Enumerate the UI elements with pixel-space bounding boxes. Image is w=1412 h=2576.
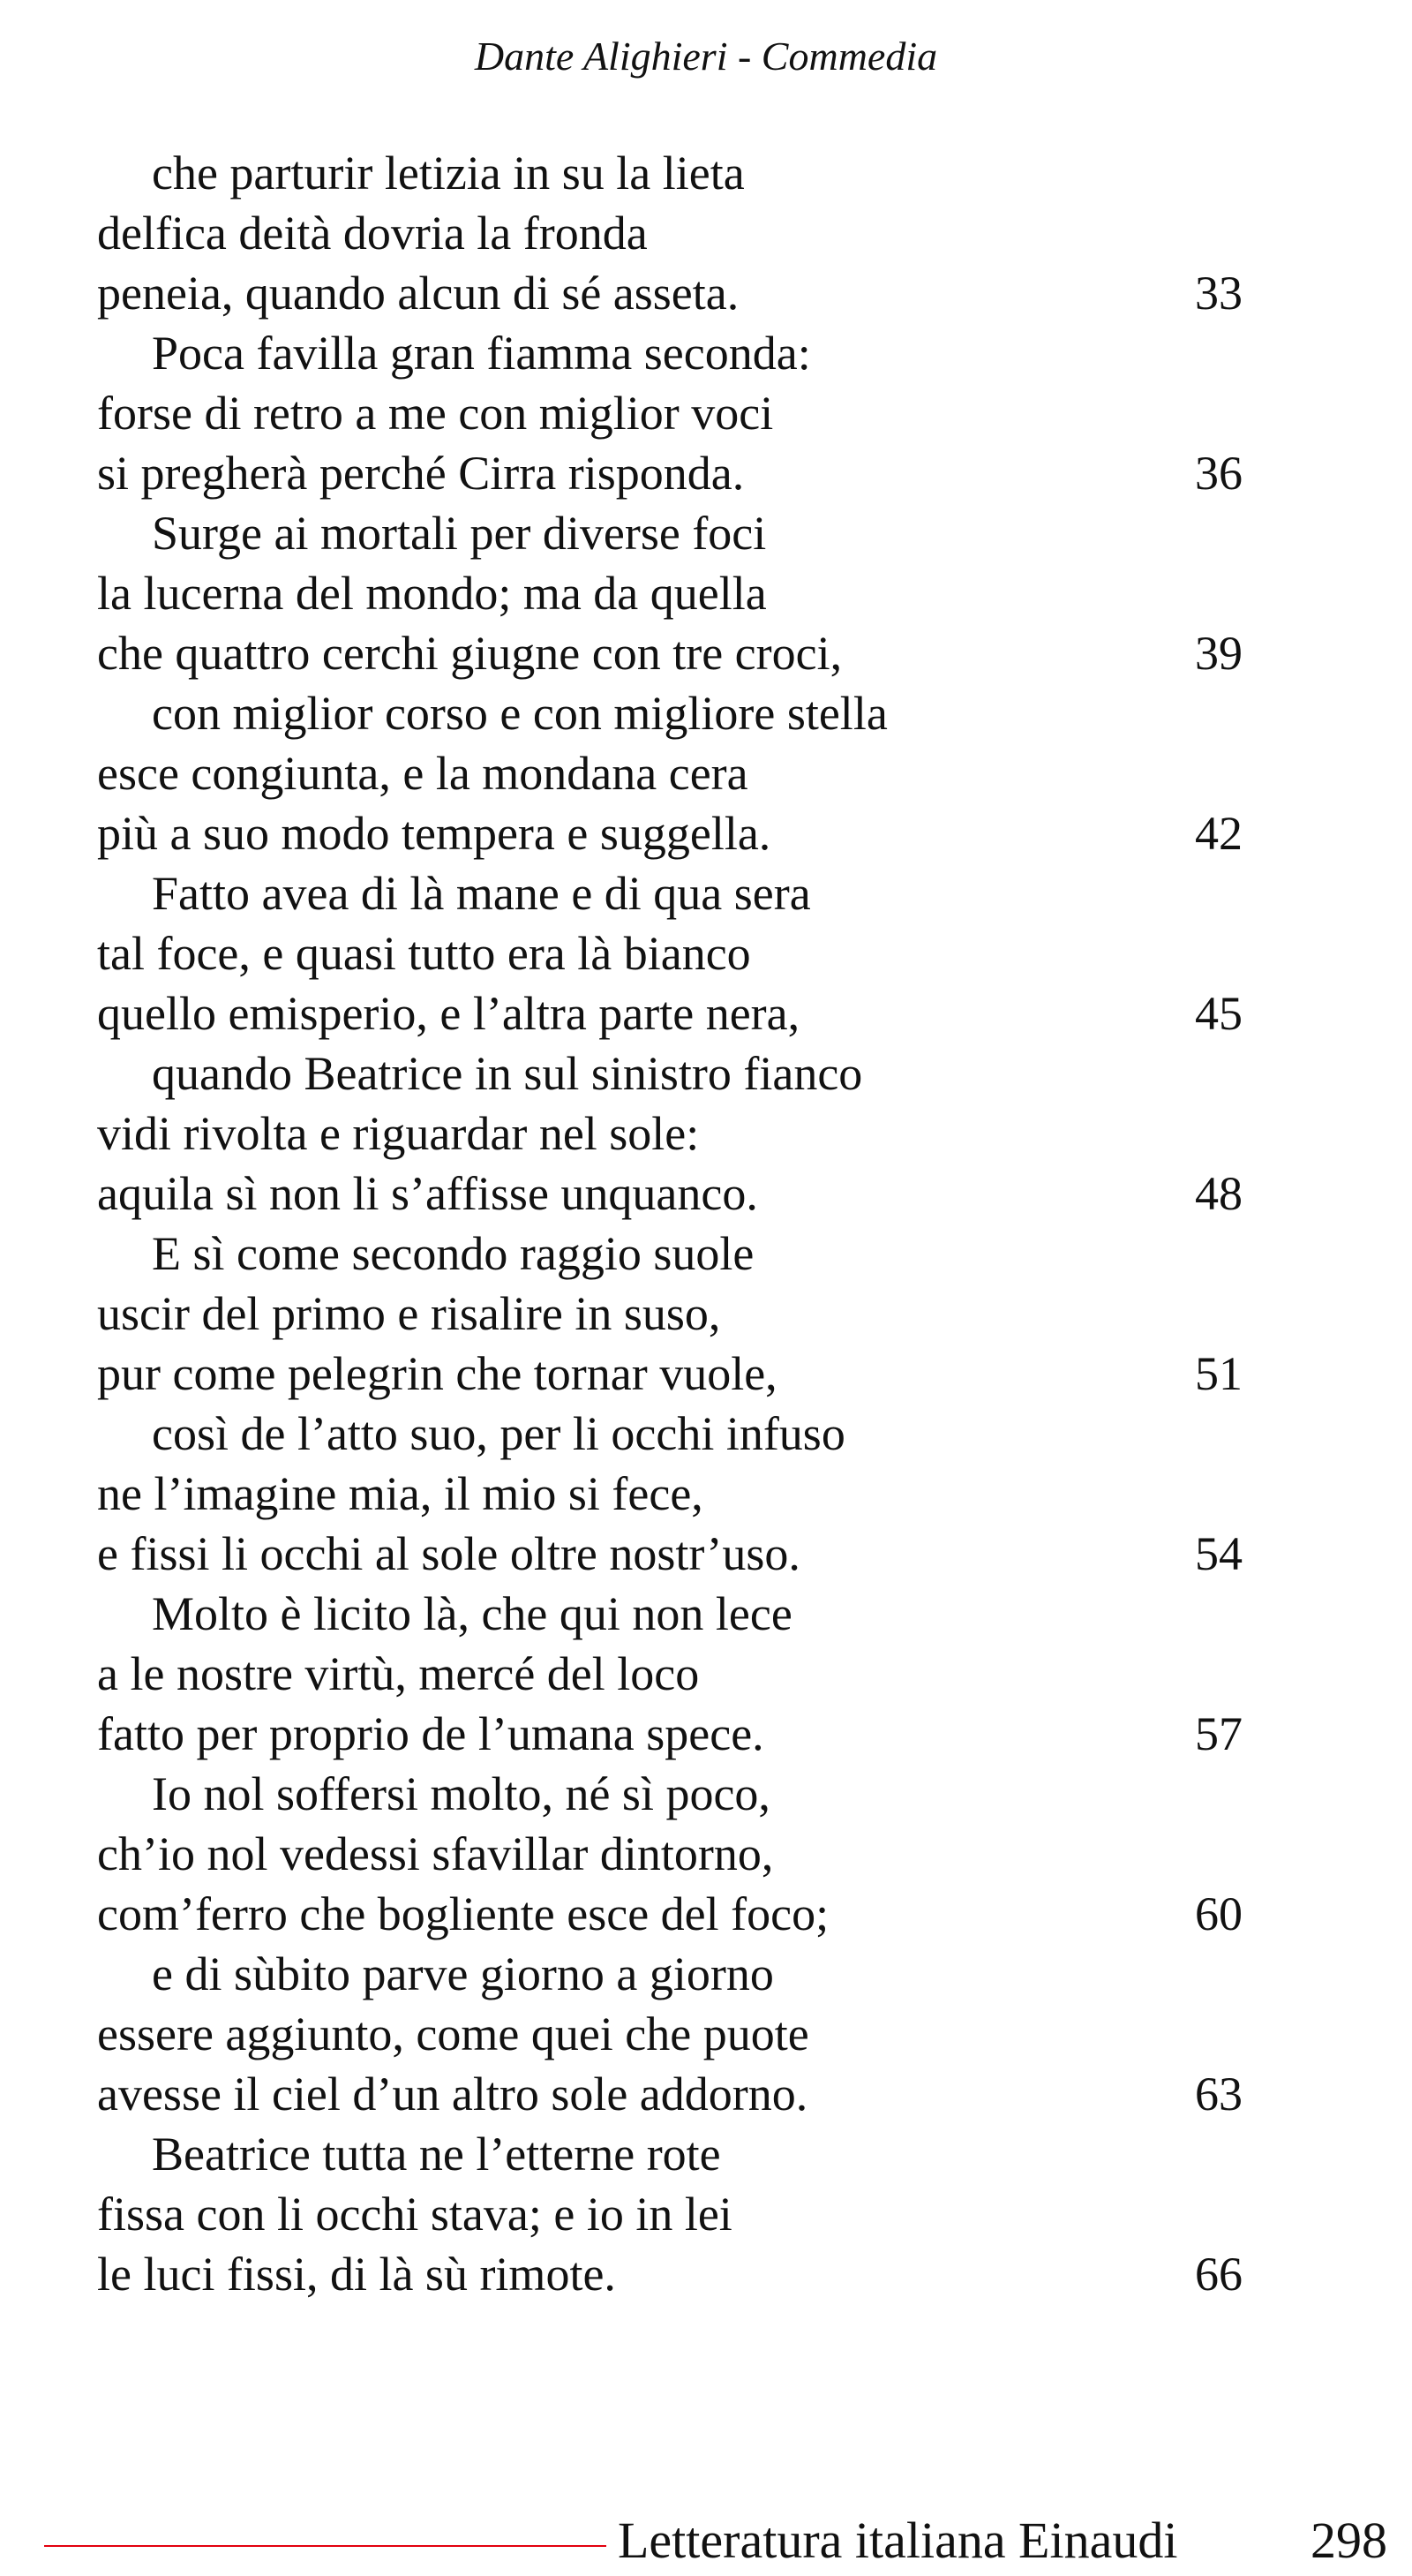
verse-text: con miglior corso e con migliore stella: [152, 687, 888, 740]
verse-text: Io nol soffersi molto, né sì poco,: [152, 1767, 770, 1820]
tercet-10: [97, 1764, 1244, 1944]
verse-text: si pregherà perché Cirra risponda.: [97, 447, 745, 500]
verse-number: 54: [1195, 1527, 1243, 1580]
verse-number: 33: [1195, 267, 1243, 320]
verse-text: la lucerna del mondo; ma da quella: [97, 567, 767, 620]
verse: [97, 1764, 1244, 1824]
tercet-3: [97, 503, 1244, 683]
verse-text: fatto per proprio de l’umana spece.: [97, 1707, 764, 1760]
verse: [97, 743, 1244, 803]
tercet-2: [97, 323, 1244, 503]
verse-text: più a suo modo tempera e suggella.: [97, 807, 771, 860]
verse: [97, 2124, 1244, 2184]
verse: [97, 1464, 1244, 1524]
verse-text: così de l’atto suo, per li occhi infuso: [152, 1407, 845, 1460]
verse-text: Fatto avea di là mane e di qua sera: [152, 867, 811, 920]
verse-text: quando Beatrice in sul sinistro fianco: [152, 1047, 863, 1100]
verse-number: 57: [1195, 1707, 1243, 1760]
verse: [97, 2004, 1244, 2064]
verse: [97, 1884, 1244, 1944]
tercet-1: [97, 143, 1244, 323]
verse: [97, 1284, 1244, 1344]
verse: [97, 1043, 1244, 1103]
verse-number: 39: [1195, 627, 1243, 680]
verse: [97, 503, 1244, 563]
tercet-9: [97, 1584, 1244, 1764]
tercet-11: [97, 1944, 1244, 2124]
verse: [97, 1584, 1244, 1644]
publisher-name: Letteratura italiana Einaudi: [618, 2512, 1178, 2569]
verse: [97, 623, 1244, 683]
verse-text: E sì come secondo raggio suole: [152, 1227, 755, 1280]
tercet-4: [97, 683, 1244, 863]
verse-text: le luci fissi, di là sù rimote.: [97, 2248, 616, 2301]
tercet-7: [97, 1224, 1244, 1404]
verse-text: Poca favilla gran fiamma seconda:: [152, 327, 811, 380]
verse-text: pur come pelegrin che tornar vuole,: [97, 1347, 777, 1400]
verse-text: e di sùbito parve giorno a giorno: [152, 1947, 774, 2000]
verse-text: Molto è licito là, che qui non lece: [152, 1587, 792, 1640]
verse-text: vidi rivolta e riguardar nel sole:: [97, 1107, 700, 1160]
verse: [97, 1344, 1244, 1404]
verse: [97, 203, 1244, 263]
verse-number: 60: [1195, 1887, 1243, 1940]
page-number: 298: [1311, 2512, 1387, 2569]
verse-text: essere aggiunto, come quei che puote: [97, 2007, 809, 2060]
verse-number: 51: [1195, 1347, 1243, 1400]
verse-text: fissa con li occhi stava; e io in lei: [97, 2188, 732, 2241]
verse: [97, 983, 1244, 1043]
verse: [97, 263, 1244, 323]
verse-text: esce congiunta, e la mondana cera: [97, 747, 748, 800]
verse: [97, 2244, 1244, 2304]
verse-number: 63: [1195, 2068, 1243, 2120]
verse-text: ch’io nol vedessi sfavillar dintorno,: [97, 1827, 774, 1880]
tercet-12: [97, 2124, 1244, 2304]
verse: [97, 563, 1244, 623]
verse-text: aquila sì non li s’affisse unquanco.: [97, 1167, 758, 1220]
tercet-5: [97, 863, 1244, 1043]
verse: [97, 1103, 1244, 1164]
running-header: [0, 30, 1412, 83]
verse-text: ne l’imagine mia, il mio si fece,: [97, 1467, 703, 1520]
verse: [97, 323, 1244, 383]
verse-number: 36: [1195, 447, 1243, 500]
verse-text: forse di retro a me con miglior voci: [97, 387, 774, 440]
verse: [97, 1404, 1244, 1464]
verse-number: 48: [1195, 1167, 1243, 1220]
verse-text: avesse il ciel d’un altro sole addorno.: [97, 2068, 808, 2120]
verse-text: peneia, quando alcun di sé asseta.: [97, 267, 740, 320]
verse: [97, 1224, 1244, 1284]
verse-text: delfica deità dovria la fronda: [97, 207, 648, 260]
verse: [97, 863, 1244, 923]
verse: [97, 1944, 1244, 2004]
verse-text: Surge ai mortali per diverse foci: [152, 507, 767, 560]
footer-rule: [44, 2545, 606, 2547]
verse-text: quello emisperio, e l’altra parte nera,: [97, 987, 800, 1040]
verse-text: che quattro cerchi giugne con tre croci,: [97, 627, 843, 680]
verse: [97, 923, 1244, 983]
poem-text: [97, 143, 1244, 2304]
tercet-6: [97, 1043, 1244, 1224]
verse: [97, 383, 1244, 443]
verse-text: a le nostre virtù, mercé del loco: [97, 1647, 700, 1700]
page-footer: [0, 2505, 1412, 2576]
verse-text: Beatrice tutta ne l’etterne rote: [152, 2128, 721, 2181]
verse-text: tal foce, e quasi tutto era là bianco: [97, 927, 751, 980]
verse: [97, 2184, 1244, 2244]
verse: [97, 1164, 1244, 1224]
verse-text: com’ferro che bogliente esce del foco;: [97, 1887, 830, 1940]
verse: [97, 443, 1244, 503]
verse: [97, 1704, 1244, 1764]
verse: [97, 803, 1244, 863]
verse: [97, 1524, 1244, 1584]
verse-number: 66: [1195, 2248, 1243, 2301]
verse-text: e fissi li occhi al sole oltre nostr’uso.: [97, 1527, 800, 1580]
verse-number: 42: [1195, 807, 1243, 860]
tercet-8: [97, 1404, 1244, 1584]
verse: [97, 683, 1244, 743]
verse-text: che parturir letizia in su la lieta: [152, 147, 745, 200]
running-title: Dante Alighieri - Commedia: [474, 34, 938, 79]
verse: [97, 2064, 1244, 2124]
verse: [97, 143, 1244, 203]
verse: [97, 1824, 1244, 1884]
verse-number: 45: [1195, 987, 1243, 1040]
verse: [97, 1644, 1244, 1704]
verse-text: uscir del primo e risalire in suso,: [97, 1287, 721, 1340]
